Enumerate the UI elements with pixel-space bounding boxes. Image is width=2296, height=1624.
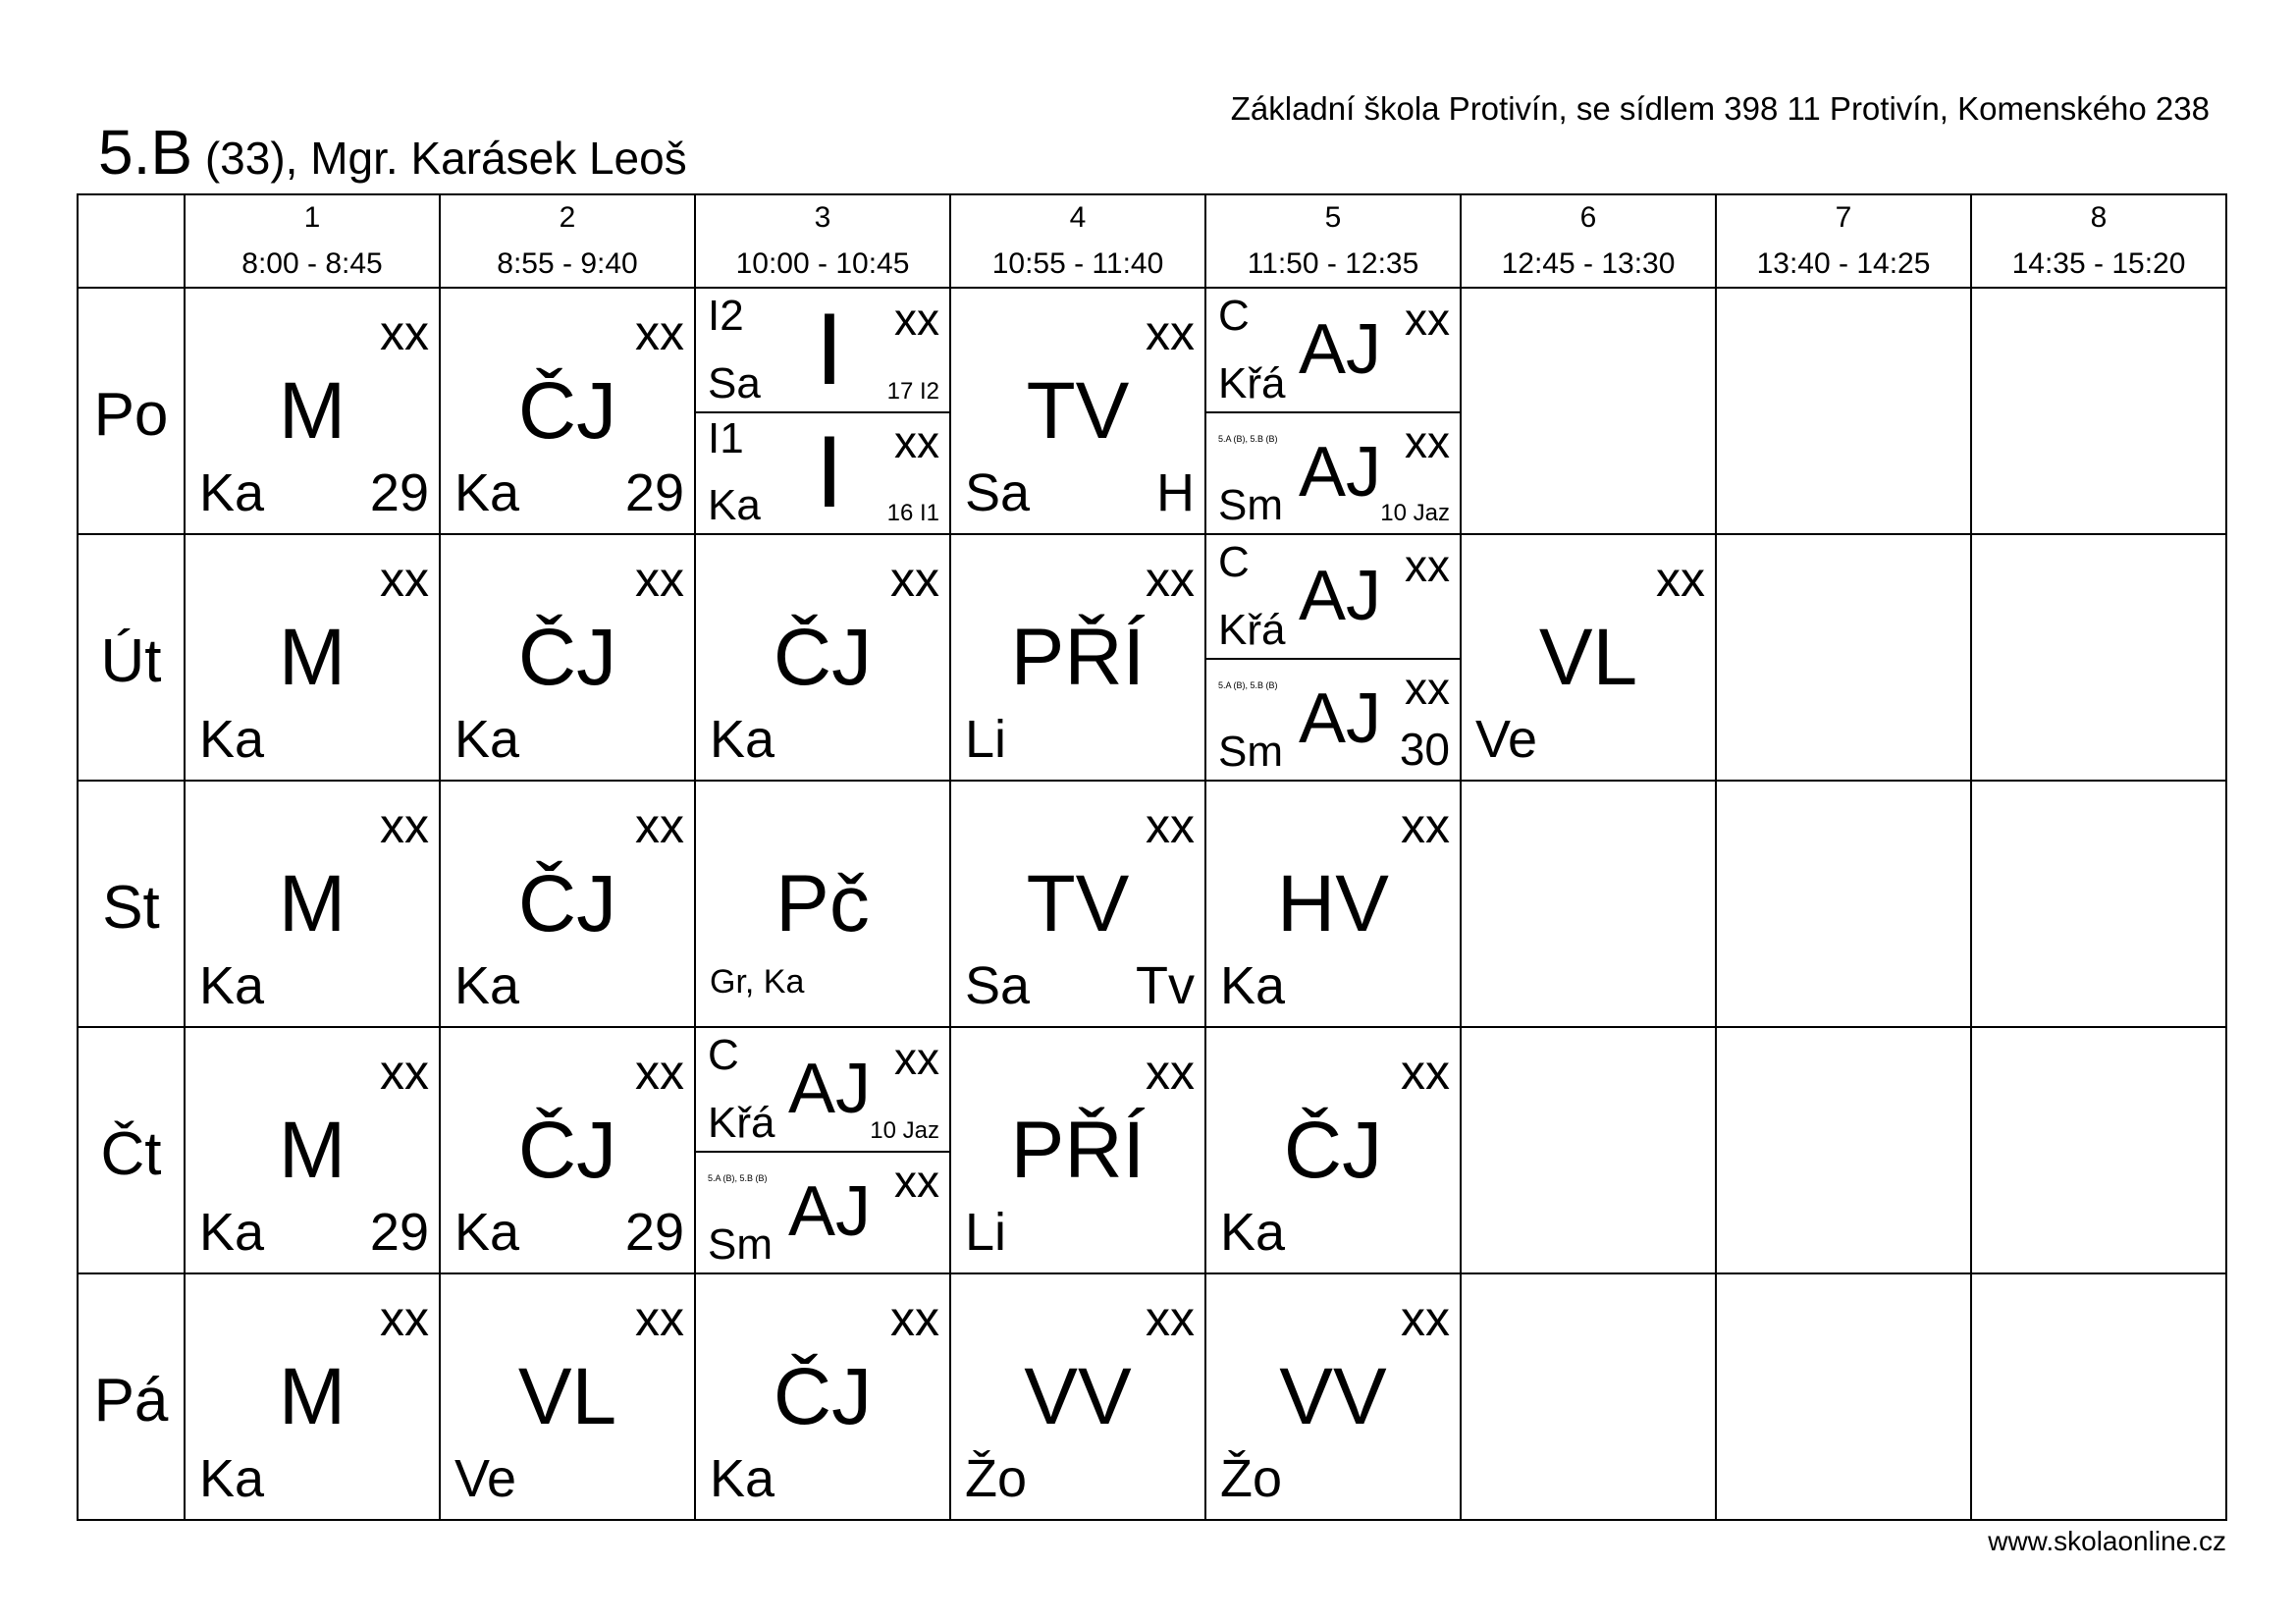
lesson-cell bbox=[185, 781, 440, 1027]
group-label: C bbox=[1218, 538, 1250, 586]
change-mark: xx bbox=[894, 1033, 939, 1084]
period-number: 3 bbox=[814, 201, 831, 234]
teacher-abbr: Sm bbox=[1218, 481, 1283, 529]
change-mark: xx bbox=[1146, 305, 1195, 360]
lesson bbox=[696, 1274, 949, 1519]
change-mark: xx bbox=[1146, 1291, 1195, 1346]
change-mark: xx bbox=[1405, 662, 1450, 714]
lesson bbox=[186, 1028, 439, 1272]
split-lesson bbox=[696, 1028, 949, 1272]
period-header-4 bbox=[950, 194, 1205, 288]
subject-abbr: HV bbox=[1277, 858, 1389, 948]
lesson-cell bbox=[950, 534, 1205, 781]
change-mark: xx bbox=[1146, 798, 1195, 853]
subject-abbr: AJ bbox=[1298, 557, 1382, 636]
change-mark: xx bbox=[380, 305, 429, 360]
subject-abbr: M bbox=[278, 1105, 347, 1195]
teacher-abbr: Ka bbox=[1220, 1203, 1286, 1262]
lesson bbox=[696, 535, 949, 780]
teacher-abbr: Ka bbox=[454, 1203, 520, 1262]
teacher-abbr: Ka bbox=[199, 1203, 265, 1262]
period-time: 8:55 - 9:40 bbox=[497, 247, 638, 280]
teacher-abbr: Sm bbox=[708, 1220, 773, 1269]
room-label: 29 bbox=[624, 1203, 684, 1262]
period-time: 8:00 - 8:45 bbox=[241, 247, 383, 280]
teacher-abbr: Ve bbox=[1475, 710, 1538, 769]
room-label: 30 bbox=[1399, 724, 1450, 775]
empty-slot bbox=[1971, 288, 2226, 534]
change-mark: xx bbox=[635, 1045, 684, 1100]
subject-abbr: Pč bbox=[775, 858, 870, 948]
subject-abbr: ČJ bbox=[517, 365, 617, 456]
lesson-cell bbox=[440, 288, 695, 534]
room-label: 17 I2 bbox=[886, 377, 939, 405]
day-name: Út bbox=[100, 626, 162, 695]
group-lesson bbox=[696, 1151, 949, 1273]
room-label: 29 bbox=[369, 463, 429, 522]
teacher-abbr: Ka bbox=[710, 1449, 775, 1508]
lesson-cell bbox=[1205, 1273, 1461, 1520]
lesson bbox=[951, 1274, 1204, 1519]
period-header-3 bbox=[695, 194, 950, 288]
period-number: 5 bbox=[1324, 201, 1342, 234]
group-label: 5.A (B), 5.B (B) bbox=[1218, 679, 1278, 690]
subject-abbr: ČJ bbox=[517, 612, 617, 702]
teacher-abbr: Ka bbox=[199, 1449, 265, 1508]
teacher-abbr: Ka bbox=[454, 710, 520, 769]
empty-slot bbox=[1461, 1027, 1716, 1273]
subject-abbr: ČJ bbox=[517, 1105, 617, 1195]
teacher-abbr: Li bbox=[965, 1203, 1007, 1262]
subject-abbr: I bbox=[815, 293, 844, 407]
day-name: Čt bbox=[100, 1119, 162, 1188]
teacher-abbr: Ka bbox=[199, 956, 265, 1015]
lesson bbox=[1206, 782, 1460, 1026]
period-header-5 bbox=[1205, 194, 1461, 288]
lesson bbox=[1206, 1028, 1460, 1272]
group-lesson bbox=[1206, 289, 1460, 413]
group-lesson bbox=[1206, 411, 1460, 534]
period-number: 2 bbox=[559, 201, 576, 234]
subject-abbr: M bbox=[278, 858, 347, 948]
split-lesson bbox=[1206, 535, 1460, 780]
subject-abbr: PŘÍ bbox=[1010, 1105, 1146, 1195]
subject-abbr: ČJ bbox=[1283, 1105, 1383, 1195]
empty-slot bbox=[1716, 1273, 1971, 1520]
lesson-cell bbox=[440, 1027, 695, 1273]
period-time: 10:55 - 11:40 bbox=[991, 247, 1164, 280]
group-label: I2 bbox=[708, 292, 744, 340]
empty-slot bbox=[1716, 781, 1971, 1027]
day-row bbox=[78, 288, 2226, 534]
lesson bbox=[951, 1028, 1204, 1272]
change-mark: xx bbox=[894, 294, 939, 345]
day-cell bbox=[78, 534, 185, 781]
change-mark: xx bbox=[635, 552, 684, 607]
lesson-cell bbox=[1205, 1027, 1461, 1273]
day-row bbox=[78, 1273, 2226, 1520]
lesson bbox=[951, 782, 1204, 1026]
teacher-abbr: Ve bbox=[454, 1449, 517, 1508]
group-label: 5.A (B), 5.B (B) bbox=[1218, 433, 1278, 444]
subject-abbr: M bbox=[278, 612, 347, 702]
change-mark: xx bbox=[380, 552, 429, 607]
lesson-cell bbox=[695, 534, 950, 781]
lesson-cell bbox=[695, 1273, 950, 1520]
teacher-abbr: Ka bbox=[454, 463, 520, 522]
change-mark: xx bbox=[635, 305, 684, 360]
room-label: 10 Jaz bbox=[870, 1116, 939, 1144]
room-label: 16 I1 bbox=[886, 500, 939, 526]
teacher-abbr: Gr, Ka bbox=[710, 963, 805, 1001]
group-label: C bbox=[708, 1031, 739, 1079]
empty-slot bbox=[1971, 1027, 2226, 1273]
change-mark: xx bbox=[890, 1291, 939, 1346]
teacher-abbr: Ka bbox=[1220, 956, 1286, 1015]
subject-abbr: AJ bbox=[1298, 310, 1382, 390]
period-header-2 bbox=[440, 194, 695, 288]
period-time: 11:50 - 12:35 bbox=[1247, 247, 1419, 280]
change-mark: xx bbox=[635, 798, 684, 853]
group-label: 5.A (B), 5.B (B) bbox=[708, 1172, 768, 1183]
header-row bbox=[78, 194, 2226, 288]
page-title bbox=[98, 116, 687, 189]
day-name: Po bbox=[93, 380, 169, 449]
lesson bbox=[186, 535, 439, 780]
change-mark: xx bbox=[1146, 1045, 1195, 1100]
teacher-abbr: Žo bbox=[1220, 1449, 1283, 1508]
subject-abbr: VL bbox=[1538, 612, 1638, 702]
period-time: 14:35 - 15:20 bbox=[2011, 247, 2186, 280]
period-number: 7 bbox=[1835, 201, 1852, 234]
subject-abbr: PŘÍ bbox=[1010, 612, 1146, 702]
subject-abbr: VL bbox=[517, 1351, 617, 1441]
empty-slot bbox=[1461, 781, 1716, 1027]
period-header-7 bbox=[1716, 194, 1971, 288]
subject-abbr: AJ bbox=[1298, 432, 1382, 512]
class-code: 5.B bbox=[98, 117, 193, 188]
lesson bbox=[186, 289, 439, 533]
empty-slot bbox=[1461, 288, 1716, 534]
teacher-abbr: Křá bbox=[708, 1098, 775, 1147]
empty-slot bbox=[1461, 1273, 1716, 1520]
change-mark: xx bbox=[894, 1155, 939, 1207]
teacher-abbr: Ka bbox=[199, 463, 265, 522]
school-name: Základní škola Protivín, se sídlem 398 11 Protivín, Komenského 238 bbox=[1230, 90, 2210, 127]
room-label: Tv bbox=[1136, 956, 1195, 1015]
lesson-cell bbox=[440, 781, 695, 1027]
footer-link[interactable]: www.skolaonline.cz bbox=[1988, 1526, 2226, 1556]
day-name: St bbox=[102, 873, 160, 942]
day-cell bbox=[78, 288, 185, 534]
subject-abbr: AJ bbox=[787, 1050, 872, 1129]
period-number: 4 bbox=[1069, 201, 1087, 234]
change-mark: xx bbox=[1401, 1291, 1450, 1346]
group-lesson bbox=[1206, 535, 1460, 660]
class-info: (33), Mgr. Karásek Leoš bbox=[192, 133, 687, 184]
teacher-abbr: Žo bbox=[965, 1449, 1028, 1508]
lesson bbox=[441, 535, 694, 780]
change-mark: xx bbox=[1405, 294, 1450, 345]
timetable bbox=[77, 193, 2227, 1521]
lesson-cell bbox=[950, 781, 1205, 1027]
split-lesson-cell bbox=[695, 1027, 950, 1273]
lesson bbox=[951, 289, 1204, 533]
change-mark: xx bbox=[1401, 1045, 1450, 1100]
teacher-abbr: Křá bbox=[1218, 358, 1286, 407]
subject-abbr: TV bbox=[1026, 365, 1130, 456]
teacher-abbr: Ka bbox=[454, 956, 520, 1015]
teacher-abbr: Křá bbox=[1218, 605, 1286, 654]
period-time: 13:40 - 14:25 bbox=[1756, 247, 1931, 280]
empty-slot bbox=[1971, 1273, 2226, 1520]
split-lesson bbox=[696, 289, 949, 533]
teacher-abbr: Ka bbox=[710, 710, 775, 769]
lesson bbox=[441, 782, 694, 1026]
room-label: 10 Jaz bbox=[1380, 500, 1450, 526]
teacher-abbr: Sa bbox=[708, 358, 761, 407]
subject-abbr: AJ bbox=[787, 1171, 872, 1251]
lesson bbox=[186, 1274, 439, 1519]
day-cell bbox=[78, 781, 185, 1027]
period-header-8 bbox=[1971, 194, 2226, 288]
day-cell bbox=[78, 1027, 185, 1273]
lesson-cell bbox=[185, 1027, 440, 1273]
empty-slot bbox=[1971, 781, 2226, 1027]
lesson-cell bbox=[695, 781, 950, 1027]
change-mark: xx bbox=[1656, 552, 1705, 607]
subject-abbr: I bbox=[815, 414, 844, 529]
day-row bbox=[78, 1027, 2226, 1273]
subject-abbr: AJ bbox=[1298, 678, 1382, 758]
subject-abbr: ČJ bbox=[517, 858, 617, 948]
change-mark: xx bbox=[1146, 552, 1195, 607]
group-lesson bbox=[1206, 658, 1460, 781]
lesson-cell bbox=[1461, 534, 1716, 781]
group-lesson bbox=[696, 1028, 949, 1153]
change-mark: xx bbox=[1405, 415, 1450, 467]
day-name: Pá bbox=[93, 1366, 169, 1435]
split-lesson-cell bbox=[1205, 534, 1461, 781]
period-time: 12:45 - 13:30 bbox=[1501, 247, 1676, 280]
lesson bbox=[441, 1274, 694, 1519]
lesson bbox=[951, 535, 1204, 780]
lesson bbox=[696, 782, 949, 1026]
lesson bbox=[186, 782, 439, 1026]
lesson-cell bbox=[950, 1273, 1205, 1520]
teacher-abbr: Ka bbox=[708, 481, 761, 529]
change-mark: xx bbox=[894, 415, 939, 467]
teacher-abbr: Li bbox=[965, 710, 1007, 769]
day-cell bbox=[78, 1273, 185, 1520]
change-mark: xx bbox=[635, 1291, 684, 1346]
subject-abbr: M bbox=[278, 365, 347, 456]
change-mark: xx bbox=[1401, 798, 1450, 853]
group-label: I1 bbox=[708, 413, 744, 462]
subject-abbr: TV bbox=[1026, 858, 1130, 948]
lesson bbox=[441, 289, 694, 533]
split-lesson-cell bbox=[695, 288, 950, 534]
teacher-abbr: Sa bbox=[965, 463, 1031, 522]
period-header-1 bbox=[185, 194, 440, 288]
period-number: 1 bbox=[303, 201, 321, 234]
change-mark: xx bbox=[380, 1045, 429, 1100]
lesson-cell bbox=[185, 534, 440, 781]
lesson-cell bbox=[950, 1027, 1205, 1273]
lesson-cell bbox=[1205, 781, 1461, 1027]
period-header-6 bbox=[1461, 194, 1716, 288]
empty-slot bbox=[1716, 288, 1971, 534]
day-row bbox=[78, 781, 2226, 1027]
subject-abbr: ČJ bbox=[773, 1351, 873, 1441]
split-lesson-cell bbox=[1205, 288, 1461, 534]
lesson bbox=[1206, 1274, 1460, 1519]
teacher-abbr: Sa bbox=[965, 956, 1031, 1015]
day-row bbox=[78, 534, 2226, 781]
teacher-abbr: Sm bbox=[1218, 728, 1283, 776]
lesson bbox=[1462, 535, 1715, 780]
change-mark: xx bbox=[1405, 540, 1450, 591]
change-mark: xx bbox=[890, 552, 939, 607]
subject-abbr: VV bbox=[1024, 1351, 1132, 1441]
group-lesson bbox=[696, 411, 949, 534]
empty-slot bbox=[1716, 534, 1971, 781]
group-lesson bbox=[696, 289, 949, 413]
corner-cell bbox=[78, 194, 185, 288]
lesson-cell bbox=[185, 1273, 440, 1520]
period-number: 6 bbox=[1579, 201, 1597, 234]
lesson-cell bbox=[440, 534, 695, 781]
period-time: 10:00 - 10:45 bbox=[735, 247, 910, 280]
subject-abbr: ČJ bbox=[773, 612, 873, 702]
lesson-cell bbox=[185, 288, 440, 534]
lesson-cell bbox=[440, 1273, 695, 1520]
room-label: 29 bbox=[369, 1203, 429, 1262]
room-label: 29 bbox=[624, 463, 684, 522]
lesson-cell bbox=[950, 288, 1205, 534]
change-mark: xx bbox=[380, 1291, 429, 1346]
empty-slot bbox=[1971, 534, 2226, 781]
room-label: H bbox=[1156, 463, 1195, 522]
subject-abbr: M bbox=[278, 1351, 347, 1441]
change-mark: xx bbox=[380, 798, 429, 853]
empty-slot bbox=[1716, 1027, 1971, 1273]
subject-abbr: VV bbox=[1279, 1351, 1387, 1441]
lesson bbox=[441, 1028, 694, 1272]
split-lesson bbox=[1206, 289, 1460, 533]
group-label: C bbox=[1218, 292, 1250, 340]
teacher-abbr: Ka bbox=[199, 710, 265, 769]
period-number: 8 bbox=[2090, 201, 2108, 234]
